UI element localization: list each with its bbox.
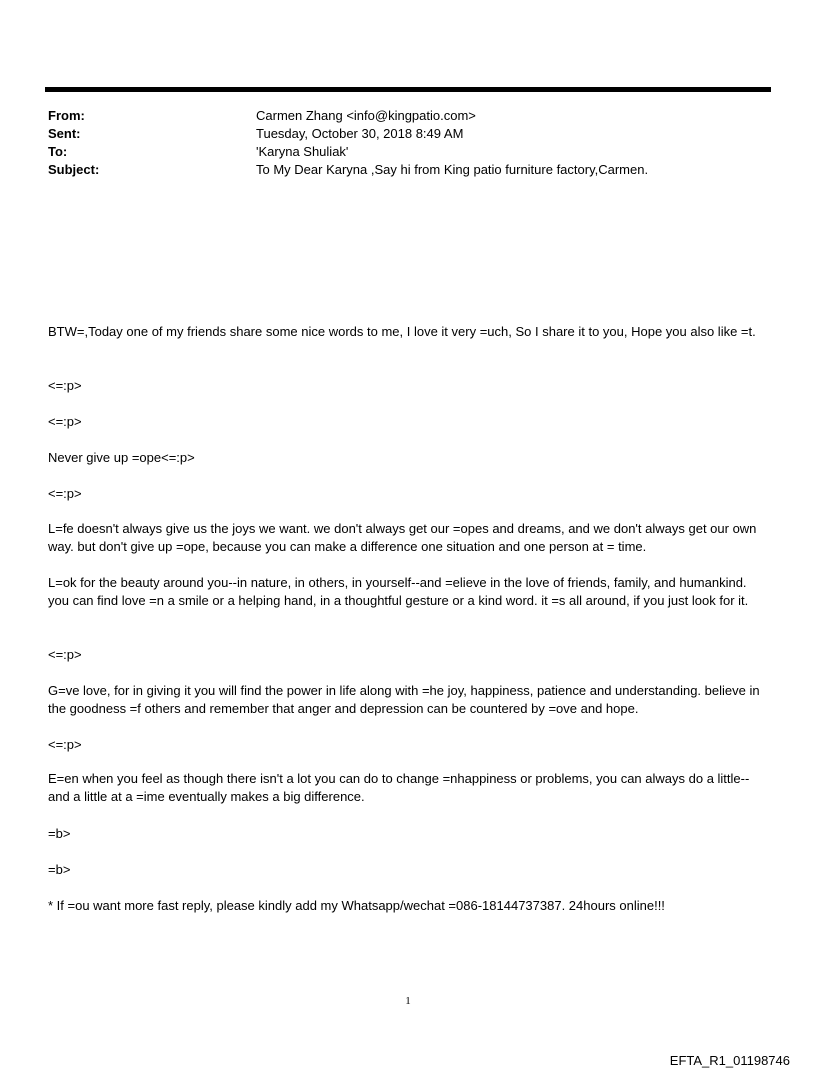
body-paragraph: <=:p> [48, 647, 82, 662]
sent-label: Sent: [48, 126, 81, 141]
sent-value: Tuesday, October 30, 2018 8:49 AM [256, 126, 464, 141]
body-paragraph: L=fe doesn't always give us the joys we want. we don't always get our =opes and dreams, and we don't always get our own way. but don't give up =ope, because you can make a difference one situation and one person at = time. [48, 521, 757, 554]
body-paragraph: G=ve love, for in giving it you will find the power in life along with =he joy, happiness, patience and understanding. believe in the goodness =f others and remember that anger and depression can be countered by =ove and hope. [48, 683, 760, 716]
header-rule [45, 87, 771, 92]
body-paragraph: <=:p> [48, 486, 82, 501]
body-paragraph: <=:p> [48, 378, 82, 393]
body-paragraph: L=ok for the beauty around you--in nature, in others, in yourself--and =elieve in the love of friends, family, and humankind. you can find love =n a smile or a helping hand, in a thoughtful gesture or a kind word. it =s all around, if you just look for it. [48, 575, 749, 608]
page-number: 1 [405, 995, 411, 1007]
body-paragraph: Never give up =ope<=:p> [48, 450, 195, 465]
body-paragraph: BTW=,Today one of my friends share some nice words to me, I love it very =uch, So I share it to you, Hope you also like =t. [48, 324, 756, 339]
from-value: Carmen Zhang <info@kingpatio.com> [256, 108, 476, 123]
body-paragraph: <=:p> [48, 414, 82, 429]
body-paragraph: <=:p> [48, 737, 82, 752]
subject-value: To My Dear Karyna ,Say hi from King patio furniture factory,Carmen. [256, 162, 649, 177]
to-value: 'Karyna Shuliak' [256, 144, 349, 159]
body-paragraph: =b> [48, 826, 71, 841]
body-paragraph: E=en when you feel as though there isn't a lot you can do to change =nhappiness or problems, you can always do a little--and a little at a =ime eventually makes a big difference. [48, 771, 750, 804]
body-paragraph: =b> [48, 862, 71, 877]
to-label: To: [48, 144, 68, 159]
subject-label: Subject: [48, 162, 100, 177]
from-label: From: [48, 108, 85, 123]
document-id: EFTA_R1_01198746 [669, 1053, 790, 1068]
body-paragraph: * If =ou want more fast reply, please kindly add my Whatsapp/wechat =086-18144737387. 24hours online!!! [48, 898, 665, 913]
